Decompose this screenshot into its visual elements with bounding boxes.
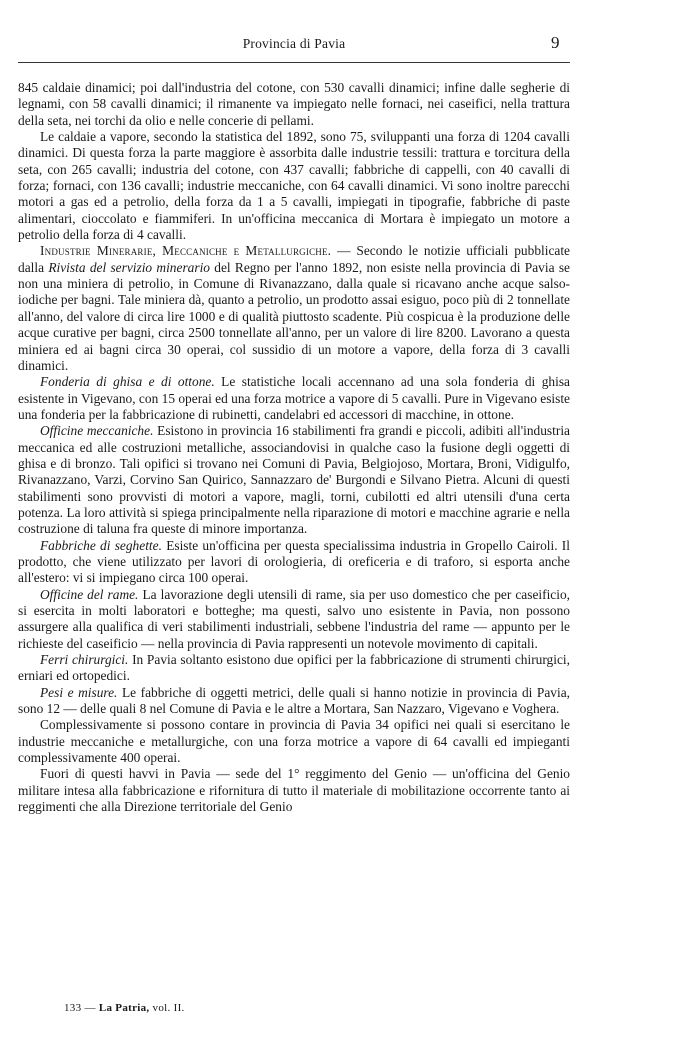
header-rule (18, 62, 570, 63)
paragraph-5-lead: Officine meccaniche. (40, 423, 154, 439)
paragraph-8-lead: Ferri chirurgici. (40, 652, 129, 668)
paragraph-7 (18, 587, 570, 652)
paragraph-9-text: Le fabbriche di oggetti metrici, delle quali si hanno notizie in provincia di Pavia, sono 12 — delle quali 8 nel Comune di Pavia e le altre a Mortara, San Nazzaro, Vigevano e Voghera. (18, 684, 571, 717)
paragraph-5 (18, 423, 570, 537)
body-text (18, 80, 570, 815)
paragraph-2-text: Le caldaie a vapore, secondo la statistica del 1892, sono 75, sviluppanti una forza di 1204 cavalli dinamici. Di questa forza la parte maggiore è assorbita dalle industrie tessili: trattura e torcitura della seta, con 265 cavalli; industria del cotone, con 437 cavalli; fabbriche di cappelli, con 40 cavalli di forza; fornaci, con 136 cavalli; industrie meccaniche, con 64 cavalli dinamici. Vi sono inoltre parecchi motori a gas ed a petrolio, della forza da 1 a 5 cavalli, impiegati in tipografie, fabbriche di paste alimentari, cioccolato e fiammiferi. In un'officina meccanica di Mortara è impiegato un motore a petrolio della forza di 4 cavalli. (18, 129, 570, 243)
paragraph-11-text: Fuori di questi havvi in Pavia — sede del 1° reggimento del Genio — un'officina del Genio militare intesa alla fabbricazione e rifornitura di tutto il materiale di mobilitazione occorrente tanto ai reggimenti che alla Direzione territoriale del Genio (18, 766, 570, 815)
footer-signature (64, 1002, 185, 1014)
paragraph-8 (18, 652, 570, 685)
paragraph-1 (18, 80, 570, 129)
volume-label: vol. II. (152, 1002, 185, 1014)
paragraph-4-lead: Fonderia di ghisa e di ottone. (40, 374, 215, 390)
paragraph-1-text: 845 caldaie dinamici; poi dall'industria del cotone, con 530 cavalli dinamici; infine dalle segherie di legnami, con 58 cavalli dinamici; il rimanente va impiegato nelle fornaci, nei caseifici, nella trattura della seta, nei torchi da olio e nelle concerie di pellami. (18, 80, 570, 128)
publication-title: La Patria, (98, 1002, 150, 1014)
paragraph-10 (18, 717, 570, 766)
paragraph-7-text: La lavorazione degli utensili di rame, sia per uso domestico che per caseificio, si esercita in molti laboratori e botteghe; ma questi, salvo uno esistente in Pavia, non possono assurgere alla qualifica di veri stabilimenti industriali, sebbene l'industria del rame — appunto per le richieste del caseificio — nella provincia di Pavia rappresenti un notevole movimento di capitali. (18, 586, 570, 651)
paragraph-3 (18, 243, 570, 374)
paragraph-7-lead: Officine del rame. (40, 586, 139, 602)
paragraph-6-lead: Fabbriche di seghette. (40, 537, 162, 553)
paragraph-2 (18, 129, 570, 243)
paragraph-8-text: In Pavia soltanto esistono due opifici per la fabbricazione di strumenti chirurgici, erniari ed ortopedici. (18, 652, 570, 684)
paragraph-11 (18, 766, 570, 815)
signature-number: 133 — (64, 1002, 96, 1014)
paragraph-3-text: — Secondo le notizie ufficiali pubblicate dalla Rivista del servizio minerario del Regno per l'anno 1892, non esiste nella provincia di Pavia se non una miniera di petrolio, in Comune di Rivanazzano, dalla quale si ricavano anche acque salso-iodiche per bagni. Tale miniera dà, quanto a petrolio, un prodotto assai esiguo, poco più di 2 tonnellate all'anno, del valore di circa lire 1000 e di qualità piuttosto scadente. Più cospicua è la produzione delle acque curative per bagni, circa 2500 tonnellate all'anno, per un valore di lire 8200. Lavorano a questa miniera ed ai bagni circa 30 operai, col sussidio di un motore a vapore, della forza di 3 cavalli dinamici. (18, 243, 571, 373)
paragraph-4-text: Le statistiche locali accennano ad una sola fonderia di ghisa esistente in Vigevano, con 15 operai ed una forza motrice a vapore di 5 cavalli. Pure in Vigevano esiste una fonderia per la fabbricazione di rubinetti, candelabri ed accessori di macchine, in ottone. (18, 374, 570, 422)
running-header: Provincia di Pavia (242, 36, 346, 51)
paragraph-9-lead: Pesi e misure. (40, 684, 118, 700)
page-number: 9 (551, 33, 560, 52)
paragraph-5-text: Esistono in provincia 16 stabilimenti fra grandi e piccoli, adibiti all'industria meccanica ed alle costruzioni metalliche, associandovisi in qualche caso la fusione degli oggetti di ghisa e di bronzo. Tali opifici si trovano nei Comuni di Pavia, Belgiojoso, Mortara, Broni, Vidigulfo, Rivanazzano, Varzi, Corvino San Quirico, Sannazzaro de' Burgondi e Silvano Pietra. Alcuni di questi stabilimenti sono provvisti di motori a vapore, magli, torni, cubilotti ed altri utensili d'una certa potenza. La loro attività si spiega principalmente nella riparazione di motori e macchine agrarie e nella costruzione di taluna fra queste di minore importanza. (18, 423, 570, 537)
journal-title: Rivista del servizio minerario (48, 259, 210, 275)
paragraph-6 (18, 538, 570, 587)
paragraph-4 (18, 374, 570, 423)
paragraph-10-text: Complessivamente si possono contare in provincia di Pavia 34 opifici nei quali si esercitano le industrie meccaniche e metallurgiche, con una forza motrice a vapore di 64 cavalli ed impieganti complessivamente 400 operai. (18, 717, 570, 766)
section-heading: Industrie Minerarie, Meccaniche e Metallurgiche. (40, 243, 332, 259)
paragraph-9 (18, 685, 570, 718)
paragraph-6-text: Esiste un'officina per questa specialissima industria in Gropello Cairoli. Il prodotto, che viene utilizzato per lavori di orologieria, di oreficeria e di traforo, si esporta anche all'estero: vi si impiegano circa 100 operai. (18, 537, 570, 586)
